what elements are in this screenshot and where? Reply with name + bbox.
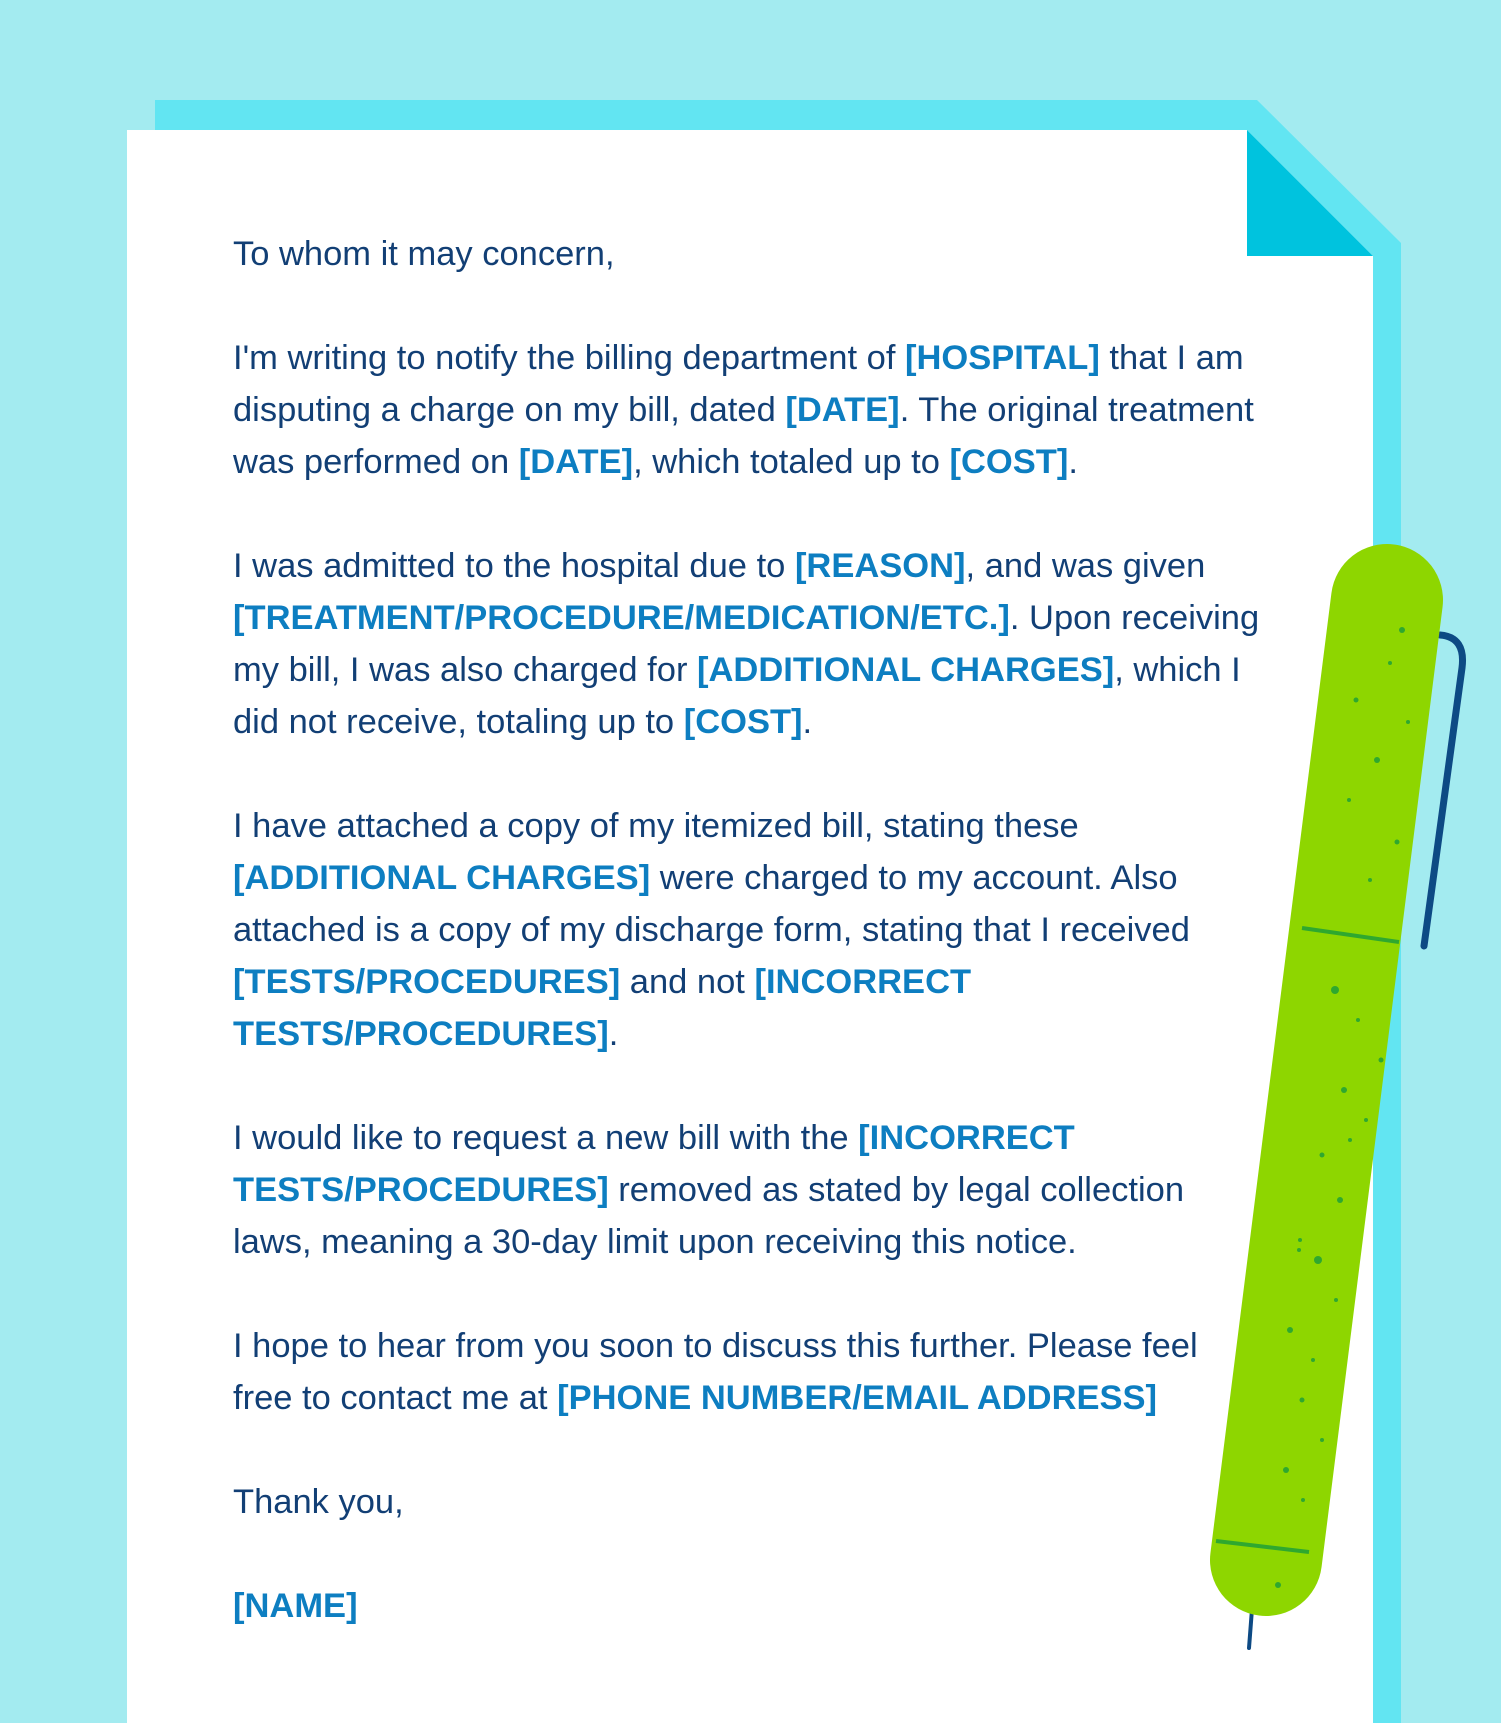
placeholder-cost: [COST] (949, 443, 1069, 481)
paragraph-attachments: I have attached a copy of my itemized bill, stating these [ADDITIONAL CHARGES] were charged to my account. Also attached is a copy of my discharge form, stating that I received [TESTS/PROCEDURES] and not [INCORRECT TESTS/PROCEDURES]. (233, 807, 1190, 1053)
placeholder-incorrect-tests: [INCORRECT TESTS/PROCEDURES] (233, 963, 972, 1053)
placeholder-additional-charges: [ADDITIONAL CHARGES] (697, 651, 1115, 689)
letter-body (233, 228, 1263, 1684)
placeholder-hospital: [HOSPITAL] (905, 339, 1100, 377)
placeholder-contact: [PHONE NUMBER/EMAIL ADDRESS] (557, 1379, 1158, 1417)
paragraph-admission: I was admitted to the hospital due to [REASON], and was given [TREATMENT/PROCEDURE/MEDICATION/ETC.]. Upon receiving my bill, I was also charged for [ADDITIONAL CHARGES], which I did not receive, totaling up to [COST]. (233, 547, 1260, 741)
placeholder-tests: [TESTS/PROCEDURES] (233, 963, 621, 1001)
placeholder-cost: [COST] (683, 703, 803, 741)
placeholder-treatment: [TREATMENT/PROCEDURE/MEDICATION/ETC.] (233, 599, 1010, 637)
paragraph-request: I would like to request a new bill with the [INCORRECT TESTS/PROCEDURES] removed as stated by legal collection laws, meaning a 30-day limit upon receiving this notice. (233, 1119, 1185, 1261)
placeholder-date: [DATE] (785, 391, 900, 429)
greeting: To whom it may concern, (233, 235, 615, 273)
placeholder-reason: [REASON] (794, 547, 966, 585)
placeholder-additional-charges: [ADDITIONAL CHARGES] (233, 859, 651, 897)
placeholder-date: [DATE] (518, 443, 634, 481)
paragraph-notify: I'm writing to notify the billing department of [HOSPITAL] that I am disputing a charge on my bill, dated [DATE]. The original treatment was performed on [DATE], which totaled up to [COST]. (233, 339, 1254, 481)
paragraph-contact: I hope to hear from you soon to discuss this further. Please feel free to contact me at [PHONE NUMBER/EMAIL ADDRESS] (233, 1327, 1198, 1417)
closing: Thank you, (233, 1483, 404, 1521)
placeholder-name: [NAME] (233, 1587, 358, 1625)
placeholder-incorrect-tests: [INCORRECT TESTS/PROCEDURES] (233, 1119, 1075, 1209)
